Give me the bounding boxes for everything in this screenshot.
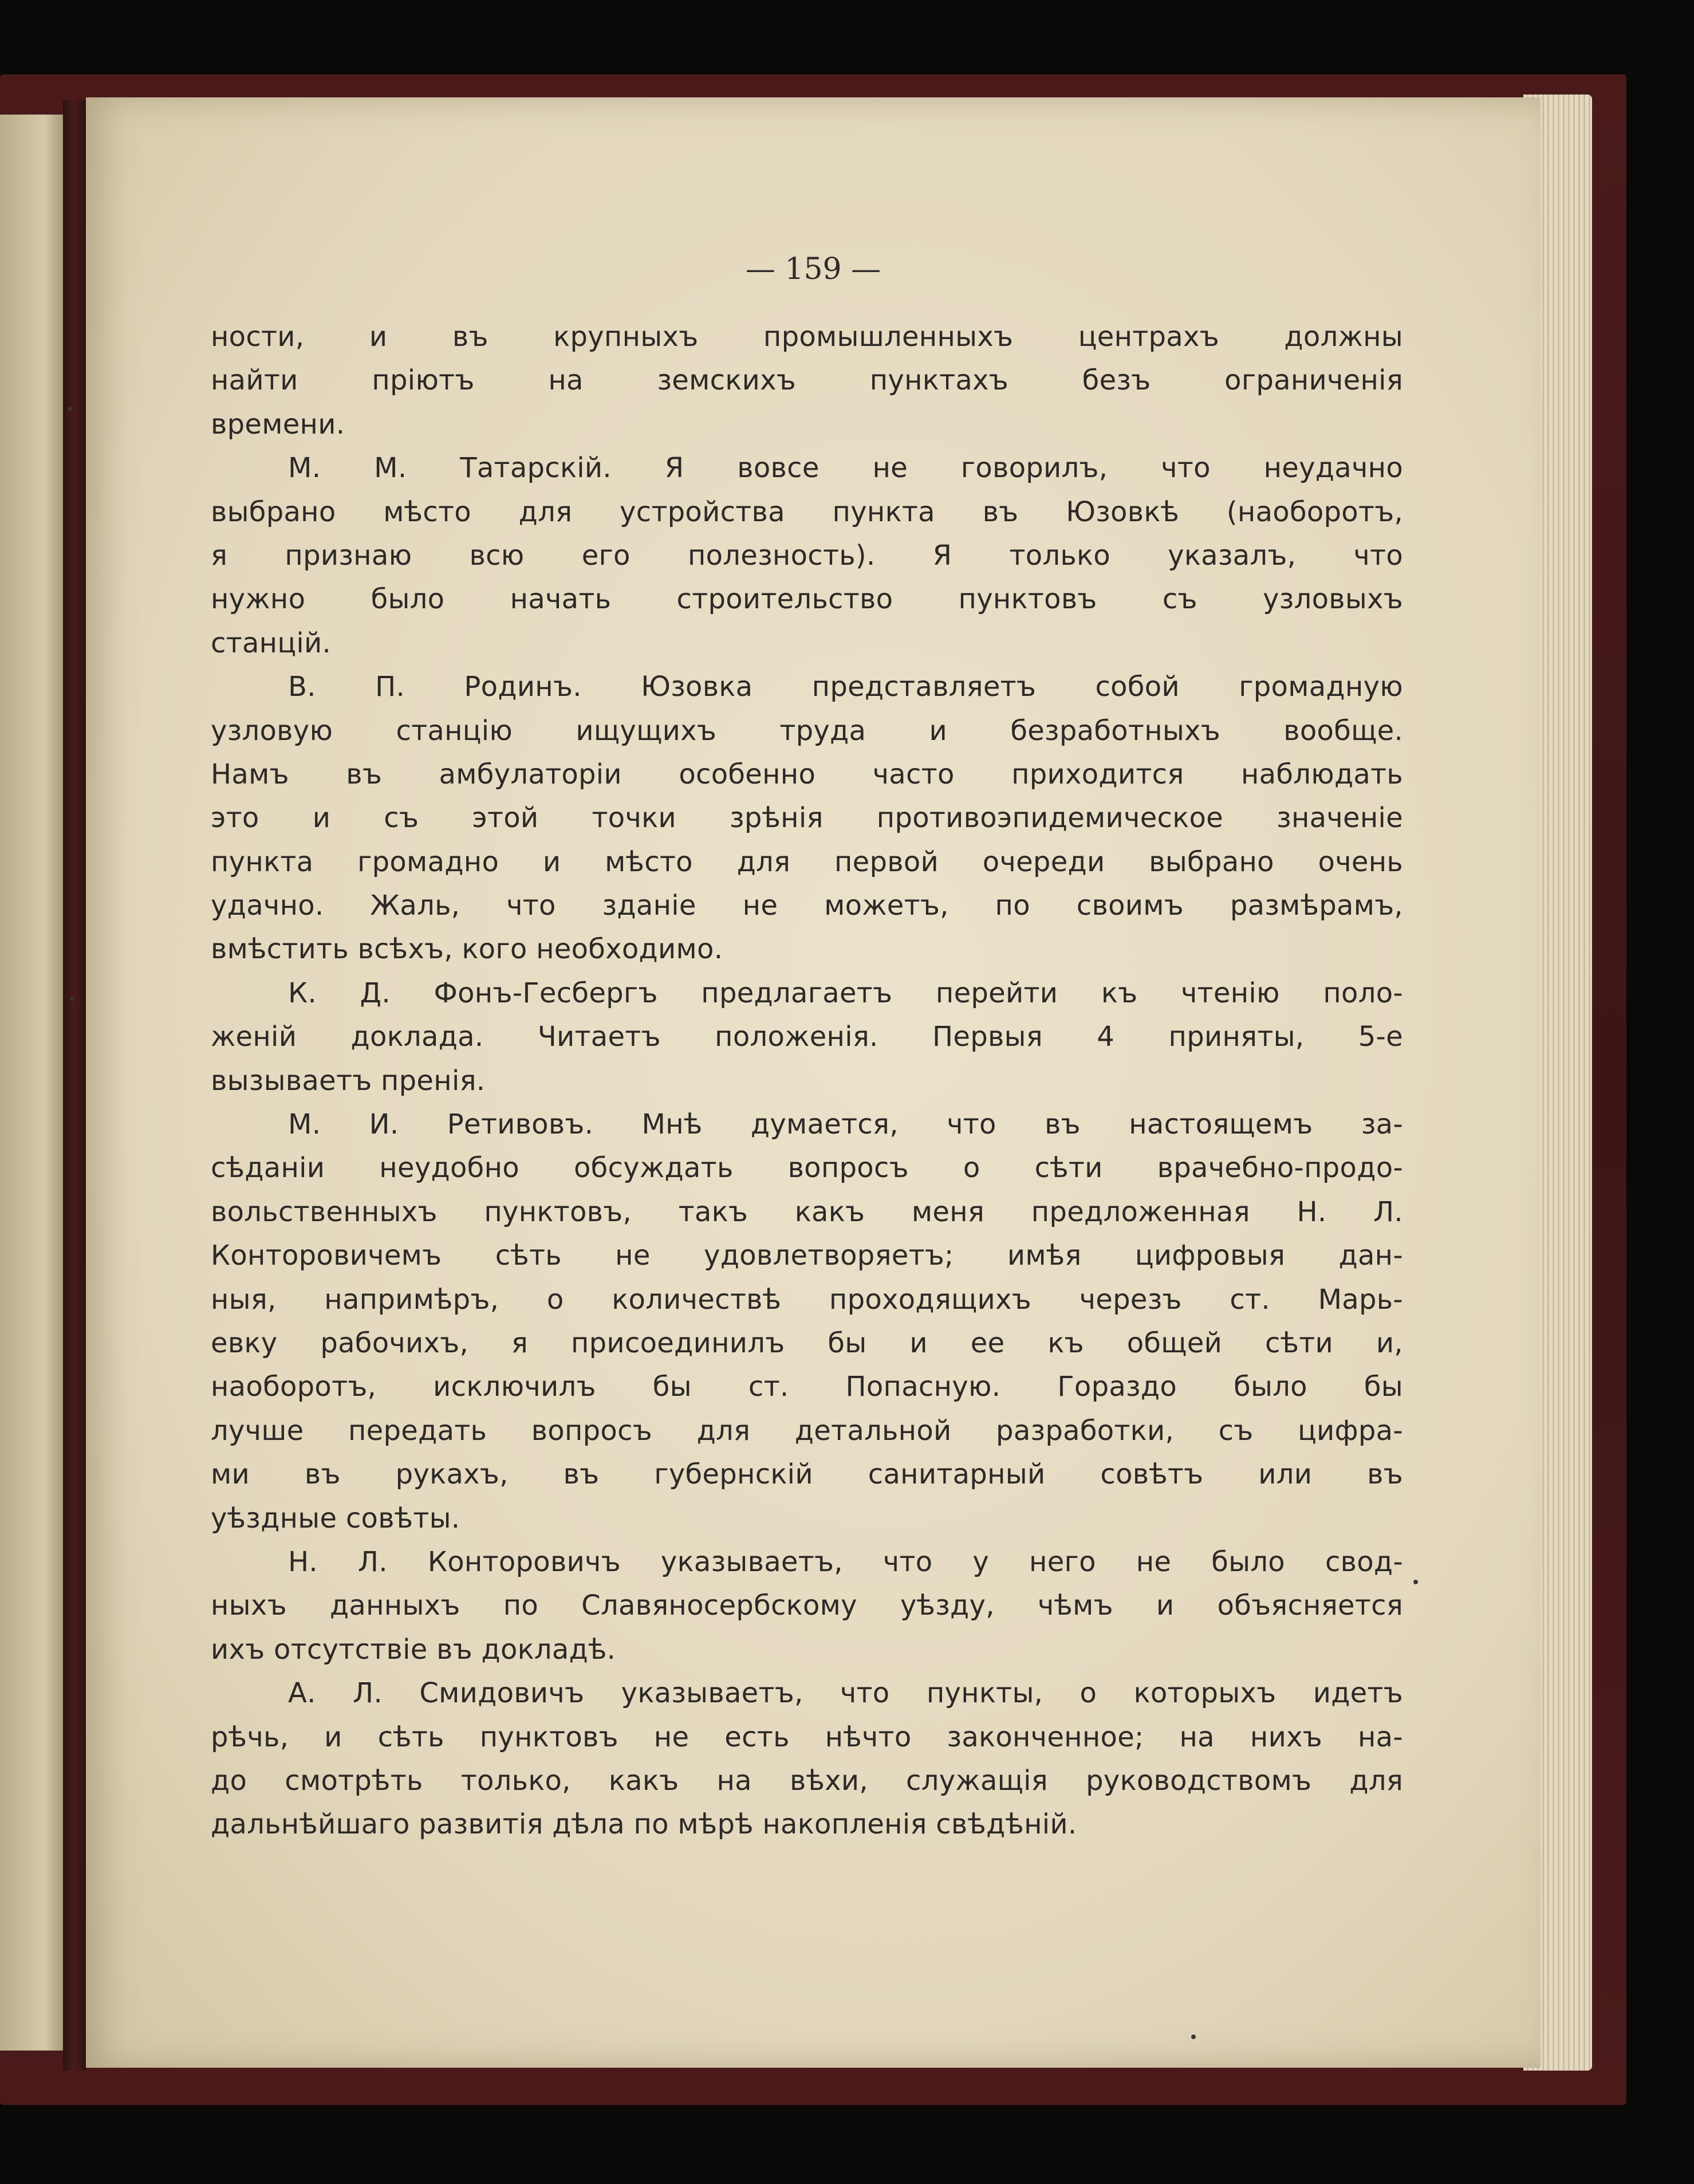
- paragraph: [211, 665, 1403, 971]
- text-line: ности, и въ крупныхъ промышленныхъ центрахъ должны: [211, 321, 1403, 353]
- paragraph: [211, 971, 1403, 1103]
- page-number: — 159 —: [745, 252, 881, 286]
- text-line: вольственныхъ пунктовъ, такъ какъ меня предложенная Н. Л.: [211, 1195, 1403, 1228]
- text-line: ихъ отсутствiе въ докладѣ.: [211, 1633, 616, 1666]
- text-line: лучше передать вопросъ для детальной разработки, съ цифра-: [211, 1414, 1403, 1447]
- body-text: [211, 315, 1403, 1847]
- text-line: ныя, напримѣръ, о количествѣ проходящихъ черезъ ст. Марь-: [211, 1283, 1403, 1316]
- paper-speck: [1191, 2035, 1196, 2039]
- text-line: до смотрѣть только, какъ на вѣхи, служащiя руководствомъ для: [211, 1764, 1403, 1797]
- text-line: ми въ рукахъ, въ губернскiй санитарный совѣтъ или въ: [211, 1458, 1403, 1491]
- paragraph: [211, 315, 1403, 446]
- text-line: вызываетъ пренiя.: [211, 1064, 486, 1097]
- paragraph: [211, 1540, 1403, 1671]
- text-line: выбрано мѣсто для устройства пункта въ Юзовкѣ (наоборотъ,: [211, 495, 1403, 528]
- text-line: это и съ этой точки зрѣнiя противоэпидемическое значенiе: [211, 802, 1403, 835]
- paragraph: [211, 1671, 1403, 1847]
- book-gutter: [63, 100, 86, 2071]
- text-line: М. И. Ретивовъ. Мнѣ думается, что въ настоящемъ за-: [288, 1108, 1403, 1141]
- text-line: евку рабочихъ, я присоединилъ бы и ее къ общей сѣти и,: [211, 1327, 1403, 1359]
- text-line: узловую станцiю ищущихъ труда и безработныхъ вообще.: [211, 714, 1403, 747]
- paragraph: [211, 1103, 1403, 1540]
- text-line: станцiй.: [211, 627, 332, 659]
- text-line: найти прiютъ на земскихъ пунктахъ безъ ограниченiя: [211, 364, 1403, 397]
- text-line: Намъ въ амбулаторiи особенно часто приходится наблюдать: [211, 758, 1403, 790]
- paper-speck: [1413, 1580, 1418, 1584]
- text-line: уѣздные совѣты.: [211, 1502, 460, 1534]
- text-line: удачно. Жаль, что зданiе не можетъ, по своимъ размѣрамъ,: [211, 890, 1403, 922]
- text-line: женiй доклада. Читаетъ положенiя. Первыя 4 приняты, 5-е: [211, 1021, 1403, 1053]
- text-line: В. П. Родинъ. Юзовка представляетъ собой громадную: [288, 671, 1403, 703]
- text-line: Н. Л. Конторовичъ указываетъ, что у него не было свод-: [288, 1545, 1403, 1578]
- left-page-edge: [0, 115, 63, 2051]
- paper-speck: [68, 407, 72, 411]
- text-line: рѣчь, и сѣть пунктовъ не есть нѣчто законченное; на нихъ на-: [211, 1721, 1403, 1753]
- text-line: М. М. Татарскiй. Я вовсе не говорилъ, что неудачно: [288, 452, 1403, 485]
- text-line: дальнѣйшаго развитiя дѣла по мѣрѣ накопленiя свѣдѣнiй.: [211, 1808, 1077, 1841]
- text-line: А. Л. Смидовичъ указываетъ, что пункты, о которыхъ идетъ: [288, 1677, 1403, 1710]
- text-line: пункта громадно и мѣсто для первой очереди выбрано очень: [211, 845, 1403, 878]
- text-line: я признаю всю его полезность). Я только указалъ, что: [211, 539, 1403, 572]
- text-line: наоборотъ, исключилъ бы ст. Попасную. Гораздо было бы: [211, 1371, 1403, 1403]
- text-line: Конторовичемъ сѣть не удовлетворяетъ; имѣя цифровыя дан-: [211, 1239, 1403, 1272]
- paragraph: [211, 446, 1403, 665]
- book-page: [86, 97, 1541, 2068]
- text-line: ныхъ данныхъ по Славяносербскому уѣзду, чѣмъ и объясняется: [211, 1589, 1403, 1622]
- paper-speck: [70, 997, 74, 1001]
- text-line: нужно было начать строительство пунктовъ съ узловыхъ: [211, 583, 1403, 616]
- text-line: времени.: [211, 408, 345, 440]
- text-line: вмѣстить всѣхъ, кого необходимо.: [211, 933, 723, 966]
- text-line: К. Д. Фонъ-Гесбергъ предлагаетъ перейти къ чтенiю поло-: [288, 977, 1403, 1009]
- text-line: сѣданiи неудобно обсуждать вопросъ о сѣти врачебно-продо-: [211, 1152, 1403, 1185]
